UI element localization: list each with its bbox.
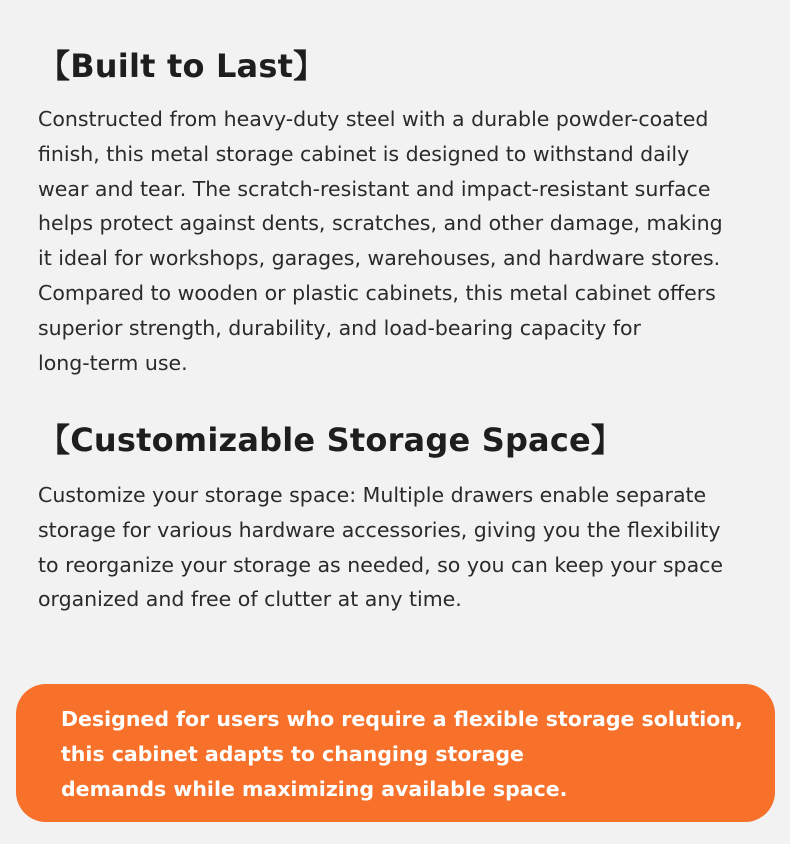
built-to-last-heading [38,44,760,88]
callout-banner [16,684,775,822]
heading-bracket-open: 【 [38,47,71,85]
heading-bracket-close: 】 [590,421,624,459]
customizable-storage-description: Customize your storage space: Multiple drawers enable separate storage for various hardware accessories, giving you the flexibility to reorganize your storage as needed, so you can keep your space organized and free of clutter at any time. [38,483,724,612]
built-to-last-description: Constructed from heavy-duty steel with a durable powder-coated finish, this metal storage cabinet is designed to withstand daily wear and tear. The scratch-resistant and impact-resistant surface helps protect against dents, scratches, and other damage, making it ideal for workshops, garages, warehouses, and hardware stores. Compared to wooden or plastic cabinets, this metal cabinet offers superior strength, durability, and load-bearing capacity for long-term use. [38,107,723,375]
built-to-last-title: Built to Last [70,47,294,85]
customizable-storage-section [38,418,760,617]
built-to-last-section [38,44,760,380]
heading-bracket-open: 【 [38,421,71,459]
callout-text: Designed for users who require a flexible storage solution, this cabinet adapts to changing storage demands while maximizing available space. [61,707,743,801]
customizable-storage-heading [38,418,760,462]
customizable-storage-title: Customizable Storage Space [70,421,591,459]
heading-bracket-close: 】 [293,47,326,85]
